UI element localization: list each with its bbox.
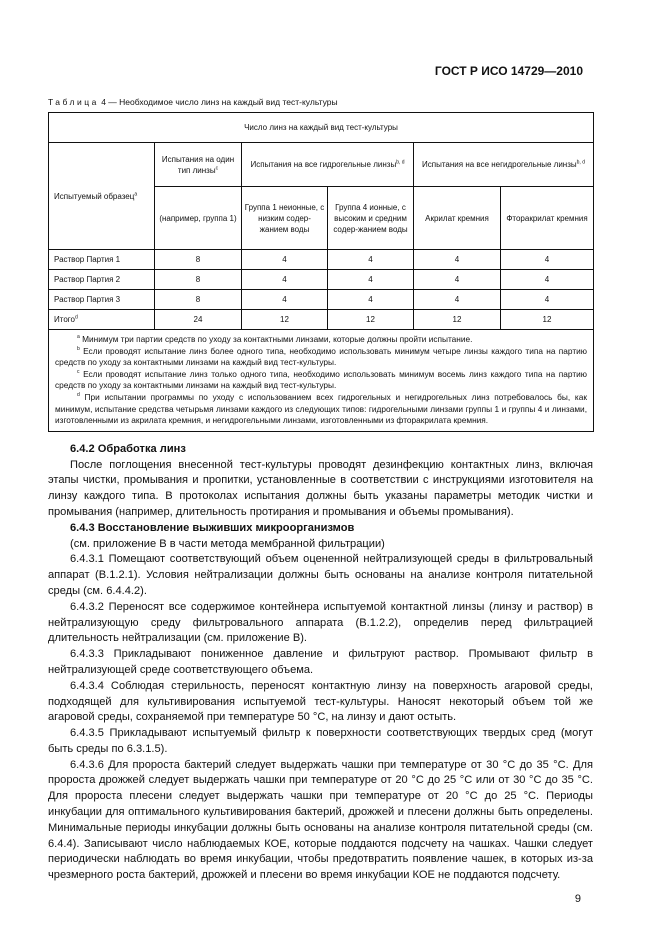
one-type-subheader: (например, группа 1) <box>155 187 242 250</box>
table-cell: 12 <box>328 310 414 330</box>
footnote <box>55 346 587 369</box>
paragraph: (см. приложение В в части метода мембранной фильтрации) <box>70 537 385 550</box>
table-cell: 4 <box>414 270 501 290</box>
fluoroacrylate-header: Фторакрилат кремния <box>501 187 594 250</box>
footnote-mark: d <box>77 392 80 399</box>
footnote <box>55 369 587 392</box>
hydrogel-header <box>242 143 414 187</box>
footnote-mark: c <box>215 164 219 171</box>
footnote-mark: b, d <box>576 159 585 166</box>
footnote-mark: b <box>77 345 80 352</box>
row-label-text: Раствор Партия 2 <box>54 275 121 284</box>
row-label <box>49 250 155 270</box>
sample-header <box>49 143 155 250</box>
table-cell: 8 <box>155 290 242 310</box>
table-row <box>49 290 594 310</box>
table-cell: 4 <box>328 290 414 310</box>
table-cell: 4 <box>328 250 414 270</box>
group1-header: Группа 1 неионные, с низким содер-жанием воды <box>242 187 328 250</box>
table-cell: 12 <box>501 310 594 330</box>
table-cell: 8 <box>155 270 242 290</box>
one-type-text: Испытания на один тип линзы <box>161 154 235 175</box>
table-cell: 12 <box>242 310 328 330</box>
section-heading: 6.4.2 Обработка линз <box>70 442 186 455</box>
one-type-header <box>155 143 242 187</box>
caption-text: 4 — Необходимое число линз на каждый вид тест-культуры <box>101 97 338 107</box>
row-label <box>49 290 155 310</box>
table-row <box>49 250 594 270</box>
table-row <box>49 270 594 290</box>
paragraph: 6.4.3.3 Прикладывают пониженное давление и фильтруют раствор. Промывают фильтр в нейтрализующей среде соответствующего объема. <box>48 648 593 676</box>
table-cell: 4 <box>414 290 501 310</box>
footnote-mark: b, d <box>396 159 405 166</box>
table-top-header: Число линз на каждый вид тест-культуры <box>49 113 594 143</box>
paragraph: 6.4.3.2 Переносят все содержимое контейнера испытуемой контактной линзы (линзу и раствор) в нейтрализующую среду фильтровального аппарата (В.1.2.2), определив перед фильтрацией длительность нейтрализации (см. приложение В). <box>48 600 593 645</box>
table-caption <box>48 97 593 108</box>
row-label-text: Раствор Партия 1 <box>54 255 121 264</box>
table-cell: 4 <box>501 270 594 290</box>
paragraph: 6.4.3.5 Прикладывают испытуемый фильтр к поверхности соответствующих твердых сред (могут быть среды по 6.3.1.5). <box>48 727 593 755</box>
row-label <box>49 270 155 290</box>
footnote <box>55 334 587 346</box>
footnote <box>55 392 587 427</box>
table-cell: 8 <box>155 250 242 270</box>
paragraph: После поглощения внесенной тест-культуры проводят дезинфекцию контактных линз, включая этапы чистки, промывания и пропитки, установленные в соответствии с инструкциями изготовителя на линзу каждого типа. В протоколах испытания должны быть указаны параметры методик чистки и промывания (например, длительность протирания и промывания и объемы промывания). <box>48 458 593 518</box>
table-cell: 4 <box>242 290 328 310</box>
row-label <box>49 310 155 330</box>
footnote-mark: a <box>134 190 138 197</box>
acrylate-header: Акрилат кремния <box>414 187 501 250</box>
table-cell: 4 <box>501 250 594 270</box>
nonhydrogel-text: Испытания на все негидрогельные линзы <box>422 160 577 169</box>
lens-count-table <box>48 112 594 432</box>
table-cell: 4 <box>242 270 328 290</box>
table-cell: 4 <box>414 250 501 270</box>
row-label-text: Раствор Партия 3 <box>54 295 121 304</box>
table-cell: 12 <box>414 310 501 330</box>
sample-header-text: Испытуемый образец <box>54 191 135 201</box>
footnote-text: Если проводят испытание линз более одного типа, необходимо использовать минимум четыре линзы каждого типа на партию средств по уходу за контактными линзами на каждый вид тест-культуры. <box>55 345 587 368</box>
page-number: 9 <box>574 893 581 906</box>
footnote-text: При испытании программы по уходу с использованием всех гидрогельных и негидрогельных линз потребовалось бы, как минимум, испытание средства четырьмя линзами каждого из следующих типов: гидрогельными линзами группы 1 и группы 4 и линзами, изготовленными из акрилата кремния, и негидрогельными линзами, изготовленными из фторакрилата кремния. <box>55 391 587 426</box>
paragraph: 6.4.3.6 Для пророста бактерий следует выдержать чашки при температуре от 30 °С до 35 °С. Для пророста дрожжей следует выдержать чашки при температуре от 20 °С до 25 °С или от 30 °С до 35 °С. Для пророста плесени следует выдержать чашки при температуре от 20 °С до 25 °С. Периоды инкубации для оптимального культивирования бактерий, дрожжей и плесени должны быть определены. Минимальные периоды инкубации должны быть основаны на анализе контроля питательной среды (см. 6.4.4). Записывают число наблюдаемых КОЕ, которые поддаются подсчету на чашках. Чашки следует периодически наблюдать во время инкубации, чтобы предотвратить появление чашек, в которых из-за чрезмерного роста бактерий, дрожжей и плесени во время инкубации КОЕ не поддаются подсчету. <box>48 758 593 882</box>
paragraph: 6.4.3.4 Соблюдая стерильность, переносят контактную линзу на поверхность агаровой среды, подходящей для культивирования испытуемой тест-культуры. Наносят некоторый объем той же агаровой среды, сохраняемой при температуре 50 °С, на линзу и дают остыть. <box>48 679 593 724</box>
document-body <box>48 442 593 884</box>
paragraph: 6.4.3.1 Помещают соответствующий объем оцененной нейтрализующей среды в фильтровальный аппарат (В.1.2.1). Условия нейтрализации должны быть основаны на анализе контроля питательной среды (см. 6.4.4.2). <box>48 553 593 597</box>
footnote-text: Минимум три партии средств по уходу за контактными линзами, которые должны пройти испытание. <box>82 334 473 344</box>
table-cell: 24 <box>155 310 242 330</box>
section-heading: 6.4.3 Восстановление выживших микроорганизмов <box>70 521 355 534</box>
document-header: ГОСТ Р ИСО 14729—2010 <box>434 64 583 78</box>
table-footnotes <box>49 330 594 432</box>
footnote-mark: d <box>74 314 78 321</box>
footnote-mark: c <box>77 369 80 376</box>
hydrogel-text: Испытания на все гидрогельные линзы <box>250 160 397 169</box>
group4-header: Группа 4 ионные, с высоким и средним содер-жанием воды <box>328 187 414 250</box>
table-cell: 4 <box>328 270 414 290</box>
footnote-mark: a <box>77 334 80 341</box>
table-cell: 4 <box>242 250 328 270</box>
table-cell: 4 <box>501 290 594 310</box>
table-row <box>49 310 594 330</box>
caption-prefix: Таблица <box>48 97 99 107</box>
footnote-text: Если проводят испытание линз только одного типа, необходимо использовать минимум восемь линз каждого типа на партию средств по уходу за контактными линзами на каждый вид тест-культуры. <box>55 368 587 391</box>
row-label-text: Итого <box>54 315 75 324</box>
nonhydrogel-header <box>414 143 594 187</box>
